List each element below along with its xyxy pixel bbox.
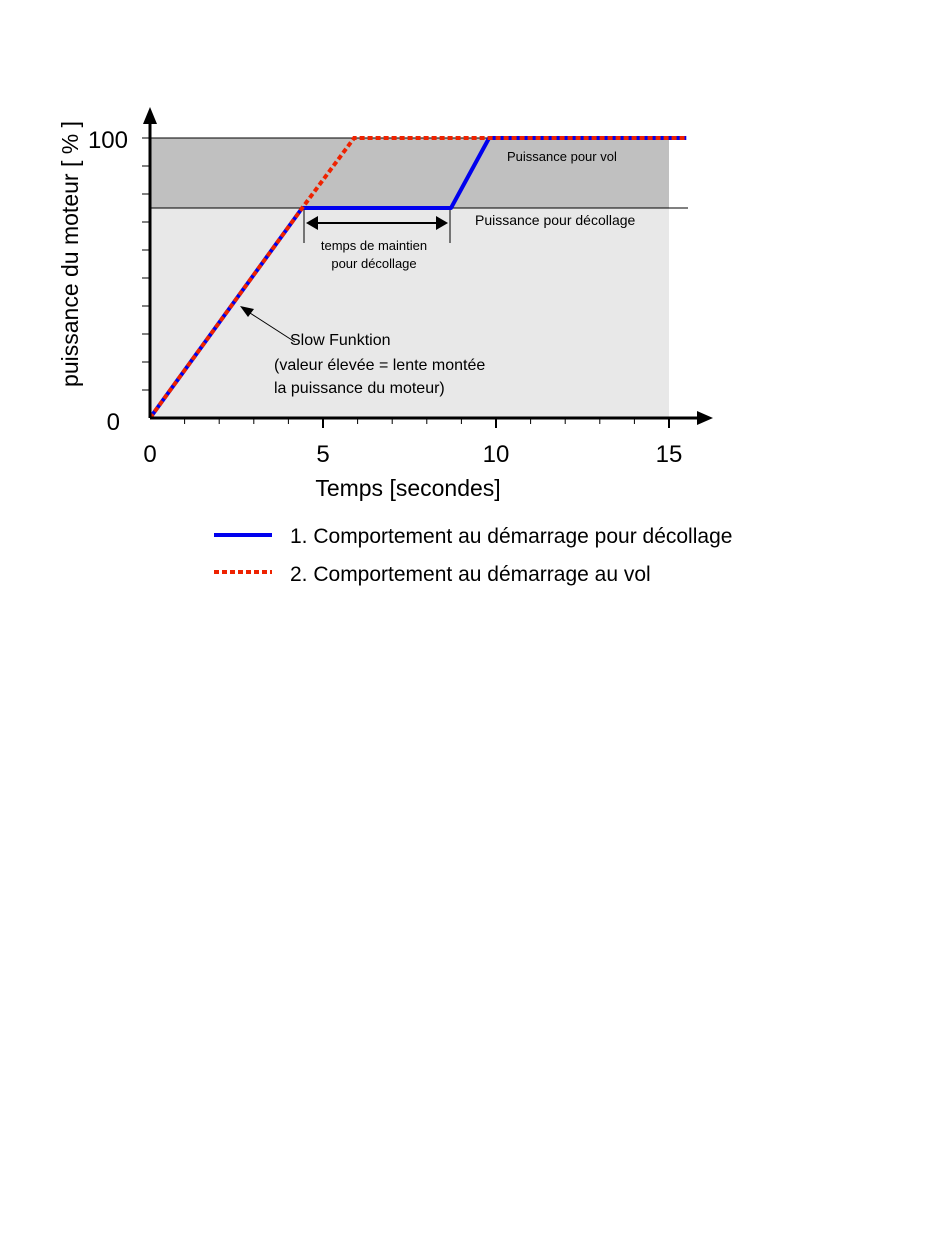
x-tick-label: 5 — [316, 441, 330, 468]
legend-label-takeoff: 1. Comportement au démarrage pour décollage — [290, 525, 733, 548]
slow-label-line2: (valeur élevée = lente montée — [274, 357, 486, 374]
flight-power-label: Puissance pour vol — [507, 149, 617, 164]
y-axis-arrow-icon — [143, 107, 157, 124]
y-axis-title: puissance du moteur [ % ] — [57, 121, 83, 387]
x-axis-title: Temps [secondes] — [315, 475, 501, 501]
y-tick-label: 0 — [106, 409, 120, 436]
legend-label-flight: 2. Comportement au démarrage au vol — [290, 563, 651, 586]
x-tick-labels — [143, 441, 682, 468]
x-tick-label: 15 — [655, 441, 683, 468]
x-tick-label: 10 — [482, 441, 510, 468]
x-axis-arrow-icon — [697, 411, 713, 425]
takeoff-power-label: Puissance pour décollage — [475, 212, 636, 228]
hold-time-label-line2: pour décollage — [331, 256, 417, 271]
legend — [214, 525, 732, 586]
x-tick-label: 0 — [143, 441, 157, 468]
slow-label-line1: Slow Funktion — [290, 332, 391, 349]
y-tick-label: 100 — [87, 127, 128, 154]
hold-time-label-line1: temps de maintien — [320, 238, 428, 253]
slow-label-line3: la puissance du moteur) — [274, 380, 445, 397]
